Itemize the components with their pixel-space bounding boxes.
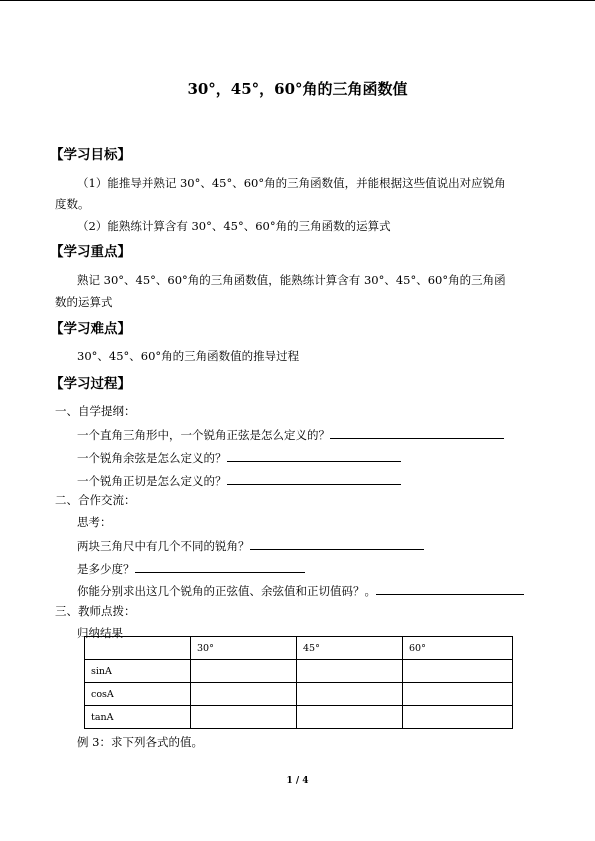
difficulty-line-1: 30°、45°、60°角的三角函数值的推导过程 <box>77 349 300 363</box>
example-3: 例 3：求下列各式的值。 <box>77 735 203 749</box>
table-cell[interactable] <box>191 683 297 706</box>
row-label: cosA <box>85 683 191 706</box>
table-cell[interactable] <box>297 660 403 683</box>
key-point-line-2: 数的运算式 <box>55 295 113 309</box>
table-row <box>85 683 513 706</box>
table-row <box>85 660 513 683</box>
table-cell[interactable] <box>403 706 513 729</box>
answer-blank[interactable] <box>330 426 504 439</box>
table-header-cell: 60° <box>403 637 513 660</box>
part-2-question-1 <box>77 537 424 554</box>
section-heading-process: 【学习过程】 <box>50 376 131 392</box>
answer-blank[interactable] <box>227 449 401 462</box>
part-1-question-3 <box>77 472 401 489</box>
question-text: 一个锐角正切是怎么定义的？ <box>77 474 227 488</box>
question-text: 一个直角三角形中，一个锐角正弦是怎么定义的？ <box>77 428 330 442</box>
table-header-cell: 45° <box>297 637 403 660</box>
page-title: 30°，45°，60°角的三角函数值 <box>187 80 408 98</box>
row-label: tanA <box>85 706 191 729</box>
objective-1-line-1: （1）能推导并熟记 30°、45°、60°角的三角函数值，并能根据这些值说出对应锐角 <box>77 176 506 190</box>
answer-blank[interactable] <box>376 582 524 595</box>
answer-blank[interactable] <box>227 472 401 485</box>
part-2-question-3 <box>77 582 524 599</box>
part-2-question-2 <box>77 560 305 577</box>
part-1-question-1 <box>77 426 504 443</box>
table-header-row <box>85 637 513 660</box>
answer-blank[interactable] <box>250 537 424 550</box>
section-heading-difficulties: 【学习难点】 <box>50 321 131 337</box>
key-point-line-1: 熟记 30°、45°、60°角的三角函数值，能熟练计算含有 30°、45°、60°角的三角函 <box>77 273 506 287</box>
section-heading-objectives: 【学习目标】 <box>50 147 131 163</box>
table-cell[interactable] <box>191 660 297 683</box>
objective-2: （2）能熟练计算含有 30°、45°、60°角的三角函数的运算式 <box>77 219 391 233</box>
trig-values-table <box>84 636 513 729</box>
part-1-label: 一、自学提纲： <box>55 404 136 418</box>
table-cell[interactable] <box>297 683 403 706</box>
part-3-label: 三、教师点拨： <box>55 604 136 618</box>
objective-1-line-2: 度数。 <box>55 197 90 211</box>
table-row <box>85 706 513 729</box>
table-header-cell <box>85 637 191 660</box>
page-number: 1 / 4 <box>286 776 309 786</box>
answer-blank[interactable] <box>135 560 305 573</box>
question-text: 是多少度？ <box>77 562 135 576</box>
row-label: sinA <box>85 660 191 683</box>
part-3-summary: 归纳结果 <box>77 626 123 640</box>
table-cell[interactable] <box>403 683 513 706</box>
question-text: 你能分别求出这几个锐角的正弦值、余弦值和正切值码？。 <box>77 584 376 598</box>
table-header-cell: 30° <box>191 637 297 660</box>
table-cell[interactable] <box>191 706 297 729</box>
part-2-think: 思考： <box>77 515 112 529</box>
question-text: 两块三角尺中有几个不同的锐角？ <box>77 539 250 553</box>
header-rule <box>0 0 595 1</box>
table-cell[interactable] <box>297 706 403 729</box>
part-1-question-2 <box>77 449 401 466</box>
part-2-label: 二、合作交流： <box>55 493 136 507</box>
section-heading-key-points: 【学习重点】 <box>50 244 131 260</box>
table-cell[interactable] <box>403 660 513 683</box>
question-text: 一个锐角余弦是怎么定义的？ <box>77 451 227 465</box>
